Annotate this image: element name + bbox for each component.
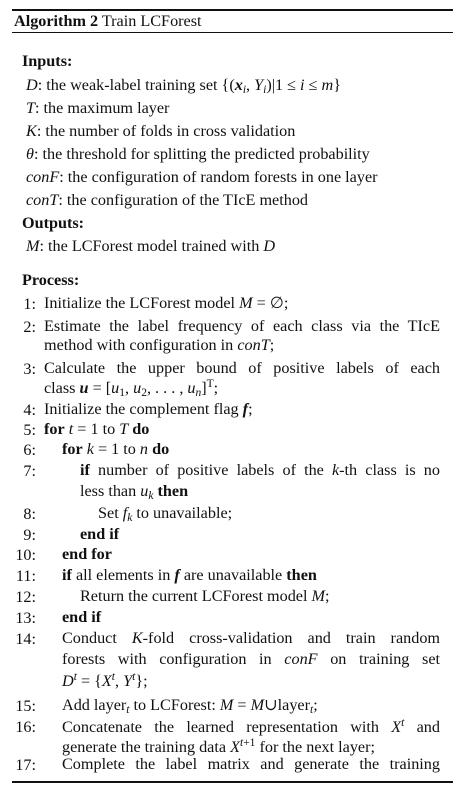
input-cont: conT: the configuration of the TIcE method	[26, 191, 309, 209]
step-16-line-1: Concatenate the learned representation with $X^t$ and	[62, 717, 440, 736]
algorithm-label: Algorithm 2	[14, 12, 99, 30]
process-header: Process:	[22, 271, 80, 289]
step-14-line-2: forests with configuration in conF on training set	[62, 650, 440, 668]
algorithm-caption	[14, 12, 202, 31]
step-number: 16:	[15, 718, 36, 736]
step-number: 12:	[15, 588, 36, 606]
step-7-line-2: less than $u_k$ then	[80, 482, 189, 502]
step-number: 11:	[15, 567, 36, 585]
input-conf: conF: the configuration of random forests in one layer	[26, 168, 378, 186]
step-1: Initialize the LCForest model M = ∅;	[44, 294, 289, 312]
step-12: Return the current LCForest model M;	[80, 587, 330, 605]
step-14-line-3: $D^t = \{X^t$, $Y^t$};	[62, 671, 148, 690]
step-number: 1:	[23, 295, 36, 313]
step-8: Set $f_k$ to unavailable;	[98, 504, 233, 524]
step-number: 13:	[15, 609, 36, 627]
step-15: Add layer$_t$ to LCForest: M = M∪layer$_t$;	[62, 696, 318, 716]
outputs-header: Outputs:	[22, 214, 85, 232]
algorithm-title: Train LCForest	[101, 12, 202, 30]
step-13: end if	[62, 608, 102, 626]
step-number: 5:	[23, 421, 36, 439]
step-3-line-2: class $u = [u_1$, $u_2$, . . . , $u_n]^T$;	[44, 378, 219, 399]
step-6: for k = 1 to n do	[62, 440, 170, 458]
step-4: Initialize the complement flag f;	[44, 400, 253, 418]
input-k: K: the number of folds in cross validation	[26, 122, 296, 140]
step-11: if all elements in f are unavailable then	[62, 566, 317, 584]
step-17-line-1: Complete the label matrix and generate the training	[62, 755, 440, 773]
step-7-line-1: if number of positive labels of the k-th class is no	[80, 461, 440, 479]
step-number: 6:	[23, 441, 36, 459]
step-16-line-2: generate the training data $X^{t+1}$ for the next layer;	[62, 737, 375, 756]
step-number: 10:	[15, 546, 36, 564]
step-number: 2:	[23, 318, 36, 336]
step-9: end if	[80, 525, 120, 543]
step-14-line-1: Conduct K-fold cross-validation and train random	[62, 629, 441, 647]
step-number: 4:	[23, 401, 36, 419]
step-number: 9:	[23, 526, 36, 544]
step-5: for t = 1 to T do	[44, 420, 150, 438]
step-number: 8:	[23, 505, 36, 523]
input-theta: θ: the threshold for splitting the predicted probability	[26, 145, 370, 163]
input-t: T: the maximum layer	[26, 99, 170, 117]
step-number: 7:	[23, 462, 36, 480]
input-d: D: the weak-label training set {($x_i$, $Y_i)|1 \le i \le m$}	[26, 76, 341, 96]
step-number: 3:	[23, 360, 36, 378]
step-3-line-1: Calculate the upper bound of positive labels of each	[44, 359, 440, 377]
top-rule	[12, 9, 453, 11]
step-2-line-1: Estimate the label frequency of each class via the TIcE	[44, 317, 440, 335]
step-2-line-2: method with configuration in conT;	[44, 336, 275, 354]
step-number: 15:	[15, 697, 36, 715]
step-number: 17:	[15, 756, 36, 774]
bottom-rule	[12, 781, 453, 783]
inputs-header: Inputs:	[22, 52, 73, 70]
step-number: 14:	[15, 630, 36, 648]
caption-rule	[12, 32, 453, 33]
output-m: M: the LCForest model trained with D	[26, 237, 276, 255]
step-10: end for	[62, 545, 112, 563]
